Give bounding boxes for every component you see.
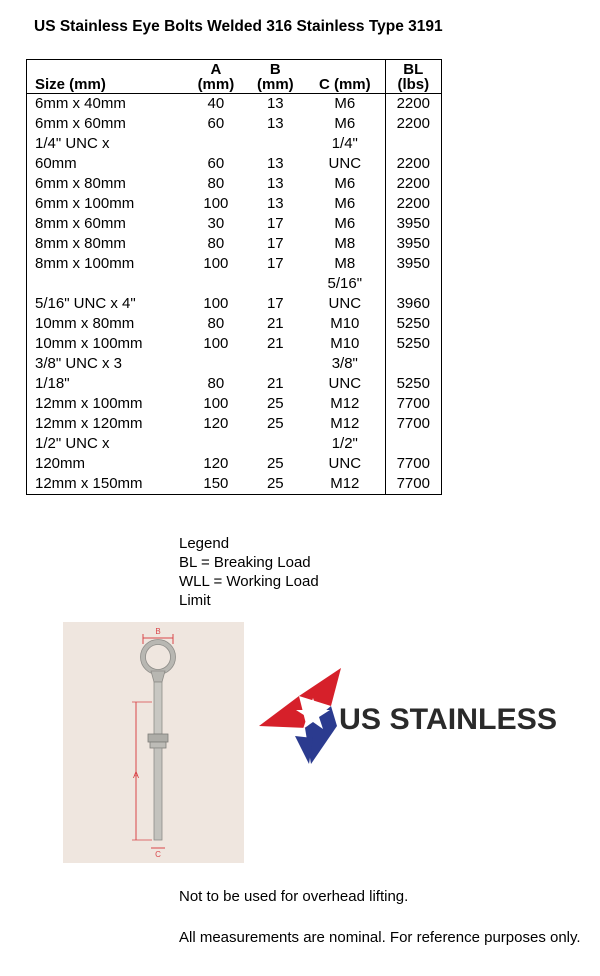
cell-size: 8mm x 60mm: [35, 215, 126, 232]
eye-bolt-diagram-photo: [63, 622, 244, 863]
cell-a: 60: [207, 115, 225, 132]
cell-a: 80: [207, 175, 225, 192]
cell-size: 6mm x 100mm: [35, 195, 135, 212]
header-bl: BL (lbs): [385, 60, 441, 94]
cell-a: 30: [207, 215, 225, 232]
cell-c: 1/4" UNC: [328, 135, 362, 172]
dim-label-c: C: [155, 850, 161, 859]
table-row: [27, 174, 442, 194]
legend-bl: BL = Breaking Load: [179, 554, 311, 571]
cell-size: 1/2" UNC x 120mm: [35, 435, 110, 472]
cell-c: M8: [334, 235, 356, 252]
cell-c: M10: [330, 315, 360, 332]
cell-a: 80: [207, 235, 225, 252]
cell-a: 80: [207, 315, 225, 332]
table-row: [27, 134, 442, 174]
cell-c: 1/2" UNC: [328, 435, 362, 472]
cell-c: 5/16" UNC: [327, 275, 363, 312]
table-row: [27, 254, 442, 274]
cell-b: 13: [266, 195, 284, 212]
cell-bl: 2200: [385, 94, 441, 115]
cell-size: 6mm x 80mm: [35, 175, 126, 192]
cell-bl: 2200: [385, 114, 441, 134]
legend-heading: Legend: [179, 535, 230, 552]
cell-b: 13: [266, 175, 284, 192]
cell-bl: 3950: [385, 254, 441, 274]
cell-size: 5/16" UNC x 4": [35, 295, 136, 312]
cell-a: 100: [203, 335, 229, 352]
cell-c: M6: [334, 215, 356, 232]
table-row: [27, 474, 442, 495]
legend-wll-cont: Limit: [179, 592, 211, 609]
cell-bl: 2200: [385, 134, 441, 174]
cell-a: 100: [203, 295, 229, 312]
note-overhead-lifting: Not to be used for overhead lifting.: [179, 888, 409, 905]
logo-text: US STAINLESS: [339, 703, 557, 736]
cell-c: M10: [330, 335, 360, 352]
table-row: [27, 314, 442, 334]
table-row: [27, 334, 442, 354]
spec-table: [26, 59, 442, 495]
cell-size: 8mm x 80mm: [35, 235, 126, 252]
cell-a: 100: [203, 395, 229, 412]
cell-b: 25: [266, 455, 284, 472]
table-row: [27, 414, 442, 434]
cell-b: 13: [266, 155, 284, 172]
cell-c: M8: [334, 255, 356, 272]
cell-c: M6: [334, 195, 356, 212]
cell-bl: 7700: [385, 394, 441, 414]
cell-bl: 7700: [385, 414, 441, 434]
cell-c: M12: [330, 475, 360, 492]
cell-bl: 7700: [385, 474, 441, 495]
cell-b: 21: [266, 375, 284, 392]
dim-label-a: A: [132, 770, 140, 780]
cell-a: 100: [203, 255, 229, 272]
table-body: [27, 94, 442, 495]
legend-wll: WLL = Working Load: [179, 573, 319, 590]
cell-size: 6mm x 40mm: [35, 95, 126, 112]
cell-size: 3/8" UNC x 3 1/18": [35, 355, 123, 392]
table-row: [27, 394, 442, 414]
cell-bl: 5250: [385, 314, 441, 334]
page-title: US Stainless Eye Bolts Welded 316 Stainless Type 3191: [34, 18, 443, 35]
cell-size: 8mm x 100mm: [35, 255, 135, 272]
cell-size: 6mm x 60mm: [35, 115, 126, 132]
cell-a: 80: [207, 375, 225, 392]
cell-b: 17: [266, 295, 284, 312]
table-row: [27, 434, 442, 474]
cell-b: 25: [266, 395, 284, 412]
cell-b: 21: [266, 315, 284, 332]
cell-b: 17: [266, 255, 284, 272]
cell-bl: 3950: [385, 234, 441, 254]
header-b: B (mm): [256, 61, 294, 93]
cell-bl: 5250: [385, 334, 441, 354]
cell-b: 25: [266, 475, 284, 492]
cell-bl: 3950: [385, 214, 441, 234]
table-header-row: [27, 60, 442, 94]
table-row: [27, 214, 442, 234]
cell-b: 13: [266, 95, 284, 112]
cell-c: M6: [334, 95, 356, 112]
cell-size: 1/4" UNC x 60mm: [35, 135, 110, 172]
cell-size: 12mm x 100mm: [35, 395, 143, 412]
cell-bl: 5250: [385, 354, 441, 394]
table-row: [27, 194, 442, 214]
cell-bl: 2200: [385, 194, 441, 214]
header-size: Size (mm): [35, 76, 106, 93]
logo-star-mark: [259, 668, 559, 768]
cell-size: 12mm x 120mm: [35, 415, 143, 432]
cell-size: 12mm x 150mm: [35, 475, 143, 492]
table-row: [27, 234, 442, 254]
cell-bl: 3960: [385, 274, 441, 314]
table-row: [27, 114, 442, 134]
cell-a: 60: [207, 155, 225, 172]
cell-b: 21: [266, 335, 284, 352]
cell-a: 100: [203, 195, 229, 212]
cell-c: 3/8" UNC: [328, 355, 362, 392]
table-row: [27, 274, 442, 314]
cell-b: 25: [266, 415, 284, 432]
cell-bl: 7700: [385, 434, 441, 474]
cell-a: 40: [207, 95, 225, 112]
cell-c: M6: [334, 175, 356, 192]
cell-b: 17: [266, 235, 284, 252]
legend: [179, 534, 359, 610]
cell-c: M12: [330, 395, 360, 412]
table-row: [27, 94, 442, 115]
cell-a: 120: [203, 415, 229, 432]
cell-b: 13: [266, 115, 284, 132]
cell-c: M12: [330, 415, 360, 432]
cell-c: M6: [334, 115, 356, 132]
eye-bolt-illustration: [63, 622, 244, 863]
note-nominal-measurements: All measurements are nominal. For reference purposes only.: [179, 929, 581, 946]
cell-a: 120: [203, 455, 229, 472]
us-stainless-logo: [259, 668, 559, 768]
header-a: A (mm): [197, 61, 235, 93]
cell-size: 10mm x 80mm: [35, 315, 135, 332]
dim-label-b: B: [155, 627, 161, 636]
cell-size: 10mm x 100mm: [35, 335, 143, 352]
cell-b: 17: [266, 215, 284, 232]
cell-a: 150: [203, 475, 229, 492]
table-row: [27, 354, 442, 394]
header-c: C (mm): [318, 76, 371, 93]
cell-bl: 2200: [385, 174, 441, 194]
